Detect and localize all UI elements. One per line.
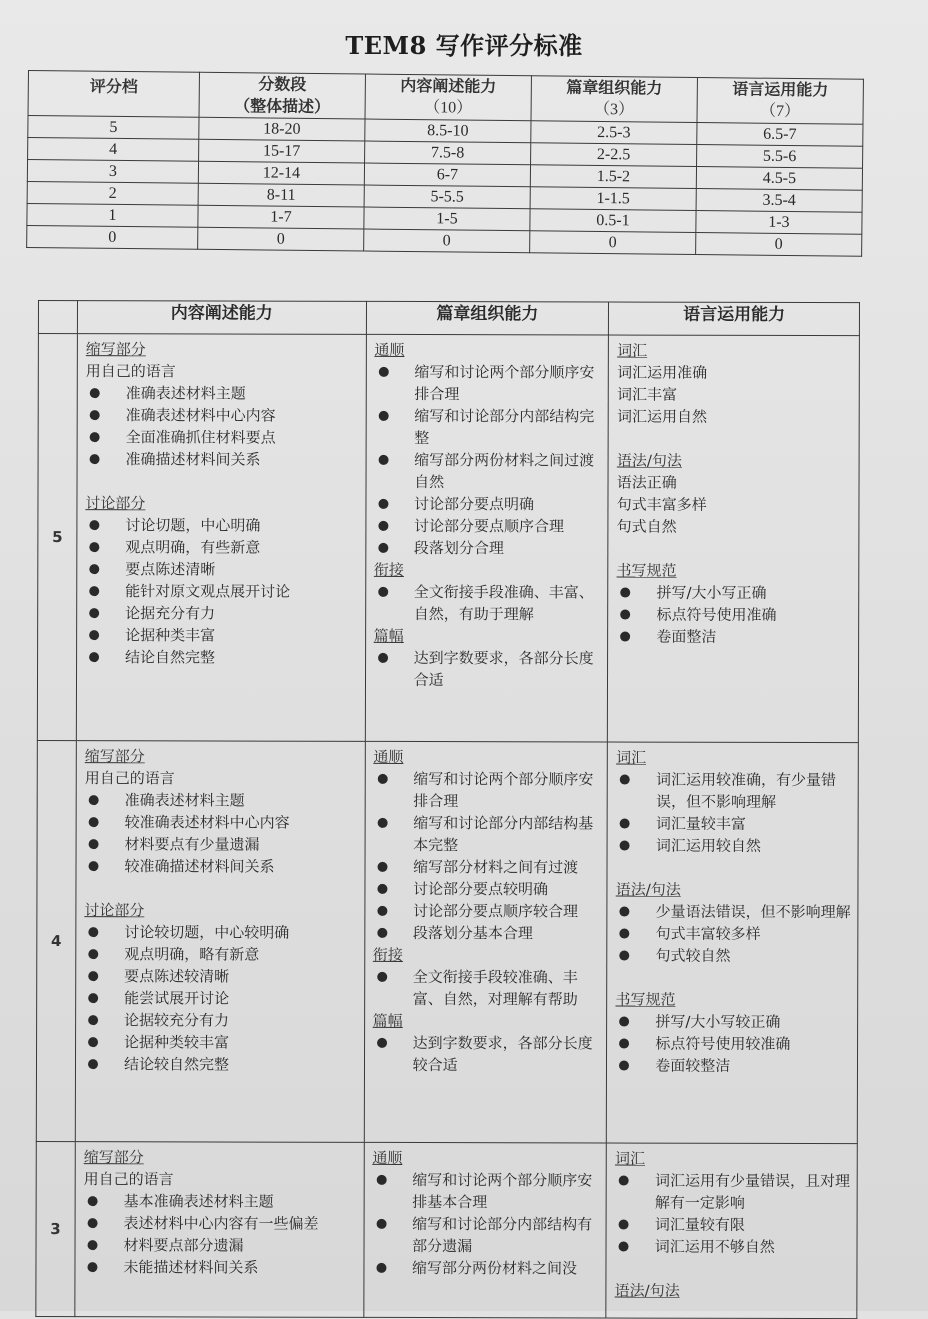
bullet-icon [378,455,388,465]
bullet-list [85,514,359,669]
header-band: 评分档 [28,71,199,118]
header-content: 内容阐述能力 （10） [365,74,531,121]
bullet-icon [620,951,630,961]
bullet-icon [90,432,100,442]
content-cell [75,1142,364,1318]
list-item: 词汇运用较准确，有少量错误，但不影响理解 [616,769,852,814]
content-cell [76,334,366,742]
organization-cell [363,1142,606,1318]
bullet-icon [376,1219,386,1229]
header-band [38,301,77,334]
section-title: 篇幅 [373,626,404,645]
section-title: 语法/句法 [616,451,682,470]
bullet-icon [378,521,388,531]
organization-cell [364,741,608,1143]
bullet-icon [89,630,99,640]
bullet-icon [620,610,630,620]
bullet-icon [377,928,387,938]
list-item: 讨论较切题，中心较明确 [84,921,358,944]
band-label: 3 [36,1141,75,1316]
list-item: 较准确表述材料中心内容 [85,811,359,834]
language-cell [607,742,859,1144]
bullet-list [373,768,601,945]
bullet-list [86,382,360,471]
header-content: 内容阐述能力 [77,301,366,335]
organization-cell [365,334,609,742]
header-score-range: 分数段 （整体描述） [199,72,365,119]
table-row: 4 15-17 7.5-8 2-2.5 5.5-6 [28,138,863,169]
list-item: 段落划分合理 [374,537,602,560]
list-item: 词汇运用较自然 [616,835,852,858]
header-language: 语言运用能力 （7） [697,78,863,125]
list-item: 基本准确表述材料主题 [84,1190,358,1213]
bullet-icon [88,1037,98,1047]
header-language: 语言运用能力 [609,302,860,336]
list-item: 要点陈述较清晰 [84,965,358,988]
section-title: 缩写部分 [85,340,146,359]
list-item: 拼写/大小写正确 [616,582,852,605]
list-item: 段落划分基本合理 [373,922,601,945]
bullet-icon [377,818,387,828]
bullet-icon [90,388,100,398]
section-title: 词汇 [617,341,648,360]
list-item: 达到字数要求，各部分长度较合适 [373,1032,601,1077]
list-item: 能尝试展开讨论 [84,987,358,1010]
bullet-icon [378,367,388,377]
band-label: 5 [37,334,77,741]
bullet-icon [88,993,98,1003]
list-item: 全文衔接手段准确、丰富、自然，有助于理解 [374,581,602,626]
list-item: 达到字数要求，各部分长度合适 [374,647,602,692]
bullet-icon [89,795,99,805]
list-item: 讨论部分要点顺序较合理 [373,900,601,923]
list-item: 卷面整洁 [616,626,852,649]
list-item: 词汇量较有限 [615,1214,851,1237]
section-title: 衔接 [373,560,404,579]
list-item: 观点明确，有些新意 [85,536,359,559]
bullet-icon [621,588,631,598]
score-summary-table [26,70,864,257]
list-item: 词汇运用有少量错误，且对理解有一定影响 [615,1170,851,1215]
list-item: 缩写和讨论部分内部结构基本完整 [373,812,601,857]
band-label: 4 [36,740,76,1141]
bullet-icon [89,839,99,849]
section-title: 篇幅 [372,1011,403,1030]
band-row-4 [36,740,858,1143]
section-title: 讨论部分 [84,901,145,920]
list-item: 讨论部分要点较明确 [373,878,601,901]
list-item: 缩写部分两份材料之间过渡自然 [374,449,602,494]
list-item: 缩写部分两份材料之间没 [372,1257,600,1280]
bullet-list [374,581,602,626]
list-item: 缩写和讨论部分内部结构有部分遗漏 [372,1213,600,1258]
band-row-3 [36,1141,857,1318]
bullet-icon [88,1218,98,1228]
section-title: 词汇 [615,1149,646,1168]
list-item: 讨论部分要点顺序合理 [374,515,602,538]
list-item: 论据充分有力 [85,602,359,625]
list-item: 全面准确抓住材料要点 [86,426,360,449]
bullet-icon [88,1015,98,1025]
section-title: 缩写部分 [84,747,145,766]
band-row-5 [37,334,859,743]
header-organization: 篇章组织能力 [366,301,609,335]
bullet-icon [619,1220,629,1230]
bullet-icon [619,1017,629,1027]
table-row: 0 0 0 0 0 [27,225,862,256]
bullet-icon [376,1175,386,1185]
bullet-icon [620,929,630,939]
bullet-icon [87,1240,97,1250]
list-item: 标点符号使用较准确 [615,1033,851,1056]
list-item: 表述材料中心内容有一些偏差 [84,1212,358,1235]
bullet-icon [619,1061,629,1071]
page-title: TEM8 写作评分标准 [345,31,583,60]
list-item: 词汇量较丰富 [616,813,852,836]
bullet-icon [378,411,388,421]
bullet-icon [89,817,99,827]
detail-header-row [38,301,859,336]
list-item: 未能描述材料间关系 [83,1256,357,1279]
bullet-list [373,1032,601,1077]
bullet-list [374,361,602,560]
bullet-icon [378,587,388,597]
list-item: 观点明确，略有新意 [84,943,358,966]
bullet-icon [88,1196,98,1206]
bullet-icon [377,1038,387,1048]
bullet-icon [89,542,99,552]
list-item: 准确描述材料间关系 [86,448,360,471]
list-item: 论据种类较丰富 [84,1031,358,1054]
section-title: 书写规范 [616,561,677,580]
content-cell [75,741,365,1143]
section-title: 语法/句法 [615,880,681,899]
bullet-list [373,966,601,1011]
bullet-icon [378,543,388,553]
list-item: 缩写和讨论部分内部结构完整 [374,405,602,450]
list-item: 材料要点有少量遗漏 [84,833,358,856]
list-item: 缩写和讨论两个部分顺序安排合理 [373,768,601,813]
list-item: 拼写/大小写较正确 [615,1011,851,1034]
list-item: 缩写部分材料之间有过渡 [373,856,601,879]
bullet-list [84,921,358,1076]
bullet-icon [88,971,98,981]
language-cell [606,1143,857,1319]
language-cell: 词汇 词汇运用准确 词汇丰富 词汇运用自然 语法/句法 语法正确 句式丰富多样 句式自然 书写规范 拼写/大小写正确 标点符号使用准确 卷面整洁 [608,335,860,743]
bullet-icon [377,972,387,982]
bullet-icon [88,927,98,937]
list-item: 讨论部分要点明确 [374,493,602,516]
bullet-icon [87,1262,97,1272]
section-title: 语法/句法 [614,1281,680,1300]
section-title: 讨论部分 [85,494,146,513]
section-title: 通顺 [372,1148,403,1167]
bullet-icon [376,1263,386,1273]
list-item: 缩写和讨论两个部分顺序安排合理 [374,361,602,406]
list-item: 准确表述材料主题 [86,382,360,405]
bullet-list [615,1011,851,1078]
section-intro: 用自己的语言 [85,362,176,381]
list-item: 词汇运用不够自然 [615,1236,851,1259]
table-row: 5 18-20 8.5-10 2.5-3 6.5-7 [28,116,863,147]
list-item: 准确表述材料中心内容 [86,404,360,427]
list-item: 结论自然完整 [85,646,359,669]
bullet-icon [90,410,100,420]
header-organization: 篇章组织能力 （3） [531,76,697,123]
bullet-icon [377,884,387,894]
bullet-icon [620,632,630,642]
list-item: 缩写和讨论两个部分顺序安排基本合理 [372,1169,600,1214]
bullet-icon [88,1059,98,1069]
bullet-list [615,1170,851,1259]
bullet-list [616,769,852,858]
bullet-icon [619,1242,629,1252]
section-title: 通顺 [373,747,404,766]
detail-rubric-table [35,300,860,1319]
list-item: 材料要点部分遗漏 [83,1234,357,1257]
bullet-icon [619,1039,629,1049]
list-item: 要点陈述清晰 [85,558,359,581]
bullet-icon [89,564,99,574]
bullet-icon [620,907,630,917]
bullet-icon [620,819,630,829]
bullet-icon [89,608,99,618]
list-item: 卷面较整洁 [615,1055,851,1078]
section-intro: 用自己的语言 [84,769,175,788]
list-item: 全文衔接手段较准确、丰富、自然，对理解有帮助 [373,966,601,1011]
list-item: 能针对原文观点展开讨论 [85,580,359,603]
table-row: 1 1-7 1-5 0.5-1 1-3 [27,203,862,234]
bullet-icon [377,774,387,784]
list-item: 句式丰富较多样 [616,923,852,946]
bullet-icon [620,841,630,851]
bullet-list [616,901,852,968]
bullet-icon [378,499,388,509]
list-item: 标点符号使用准确 [616,604,852,627]
bullet-icon [620,775,630,785]
bullet-list [84,789,358,878]
section-title: 词汇 [616,748,647,767]
bullet-icon [377,862,387,872]
list-item: 准确表述材料主题 [85,789,359,812]
section-title: 缩写部分 [83,1148,144,1167]
bullet-icon [619,1176,629,1186]
bullet-icon [89,652,99,662]
bullet-list [374,647,602,692]
section-title: 衔接 [372,945,403,964]
bullet-icon [88,949,98,959]
list-item: 结论较自然完整 [84,1053,358,1076]
list-item: 讨论切题，中心明确 [85,514,359,537]
list-item: 论据较充分有力 [84,1009,358,1032]
list-item: 句式较自然 [616,945,852,968]
bullet-icon [90,454,100,464]
bullet-icon [378,653,388,663]
bullet-icon [89,520,99,530]
bullet-list [372,1169,600,1280]
bullet-icon [89,586,99,596]
bullet-list [83,1190,357,1279]
section-title: 通顺 [374,340,405,359]
table-row: 3 12-14 6-7 1.5-2 4.5-5 [27,160,862,191]
bullet-list [616,582,852,649]
list-item: 较准确描述材料间关系 [84,855,358,878]
bullet-icon [88,861,98,871]
list-item: 少量语法错误，但不影响理解 [616,901,852,924]
bullet-icon [377,906,387,916]
table-row: 2 8-11 5-5.5 1-1.5 3.5-4 [27,181,862,212]
section-title: 书写规范 [615,990,676,1009]
section-intro: 用自己的语言 [83,1170,174,1189]
list-item: 论据种类丰富 [85,624,359,647]
